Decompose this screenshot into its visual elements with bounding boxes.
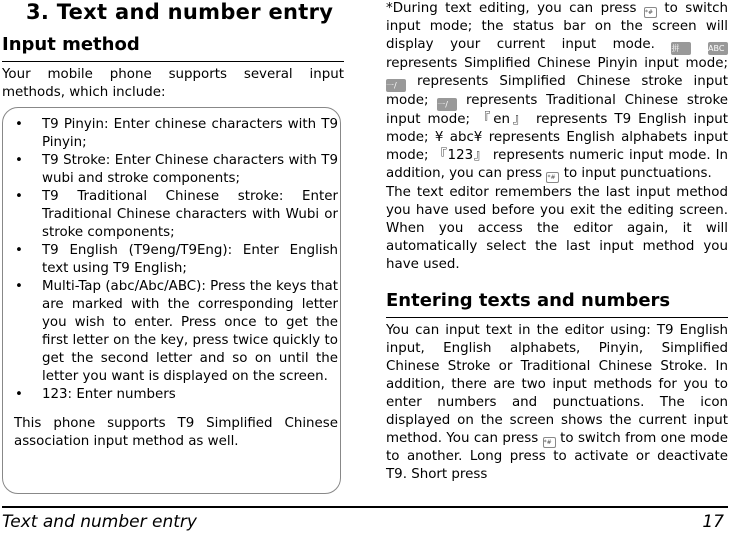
en-mode-indicator: 『en』 [477,112,529,127]
bullet: • [15,243,23,258]
star-hash-key-icon: *# [644,7,657,18]
input-method-list-box [2,107,341,494]
list-item: • T9 Traditional Chinese stroke: Enter Traditional Chinese characters with Wubi or stroke components; [15,189,338,240]
intro-paragraph: Your mobile phone supports several input methods, which include: [2,67,344,100]
bullet: • [15,117,23,132]
bullet: • [15,153,23,168]
input-method-list [12,116,338,404]
heading-rule [386,317,728,318]
bullet: • [15,189,23,204]
traditional-stroke-mode-icon: 一/ [437,98,457,111]
entering-text-paragraph: You can input text in the editor using: T9 English input, English alphabets, Pinyin, Simplified Chinese Stroke or Traditional Chinese Stroke. In addition, there are two input methods for you to enter numbers and punctuations. The icon displayed on the screen shows the current input method. You can press *# to switch from one mode to another. Long press to activate or deactivate T9. Short press [386,323,728,482]
star-hash-key-icon: *# [543,437,556,448]
punctuation-key-icon: *# [546,172,559,183]
section-heading-entering-texts: Entering texts and numbers [386,290,671,311]
list-item: • 123: Enter numbers [15,387,176,402]
footer-section-title: Text and number entry [2,512,197,532]
abc-mode-indicator: ¥ abc¥ [434,130,483,145]
page-number: 17 [702,512,724,532]
list-item: • T9 English (T9eng/T9Eng): Enter English text using T9 English; [15,243,338,276]
heading-rule [2,61,344,62]
list-item: • Multi-Tap (abc/Abc/ABC): Press the keys that are marked with the corresponding letter you wish to enter. Press once to get the first letter on the key, press twice quickly to get the second letter and so on until the letter you want is displayed on the screen. [15,279,338,384]
section-heading-input-method: Input method [2,34,140,55]
pinyin-mode-icon: 拼 [671,42,691,55]
input-mode-paragraph: *During text editing, you can press *# to switch input mode; the status bar on the screen will display your current input mode. 拼 ABC represents Simplified Chinese Pinyin input mode; 一/ represents Simplified Chinese stroke input mode; 一/ represents Traditional Chinese stroke input mode; 『en』 represents T9 English input mode; ¥ abc¥ represents English alphabets input mode; 『123』 represents numeric input mode. In addition, you can press *# to input punctuations. [386,1,729,181]
association-note: This phone supports T9 Simplified Chinese association input method as well. [14,416,338,449]
editor-memory-paragraph: The text editor remembers the last input method you have used before you exit the editing screen. When you access the editor again, it will automatically select the last input method you have used. [386,185,728,272]
footer-rule [2,506,728,508]
numeric-mode-indicator: 『123』 [433,148,488,163]
list-item: • T9 Stroke: Enter Chinese characters with T9 wubi and stroke components; [15,153,338,186]
bullet: • [15,279,23,294]
page-title: 3. Text and number entry [26,0,334,24]
abc-mode-icon: ABC [708,42,728,55]
list-item: • T9 Pinyin: Enter chinese characters with T9 Pinyin; [15,117,338,150]
bullet: • [15,387,23,402]
stroke-mode-icon: 一/ [386,79,406,92]
